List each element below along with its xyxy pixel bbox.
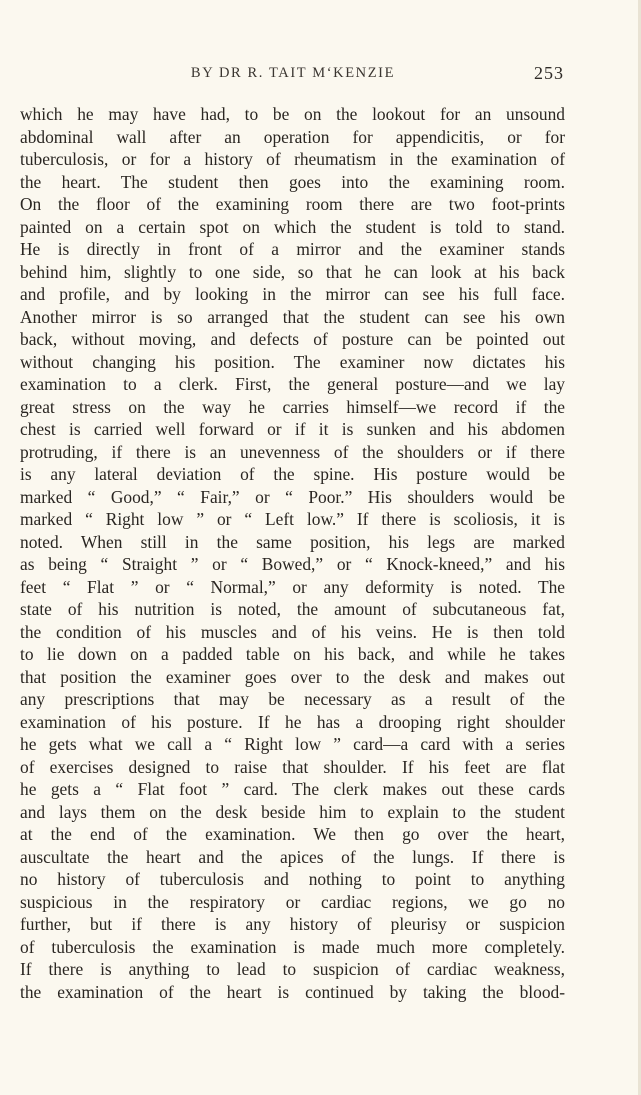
text-line: further, but if there is any history of pleurisy or suspicion — [20, 914, 565, 934]
text-line: state of his nutrition is noted, the amount of subcutaneous fat, — [20, 599, 565, 619]
text-line: and lays them on the desk beside him to explain to the student — [20, 801, 565, 822]
text-line: auscultate the heart and the apices of the lungs. If there is — [20, 846, 565, 867]
text-line: examination of his posture. If he has a drooping right shoulder — [20, 711, 565, 732]
text-line: abdominal wall after an operation for appendicitis, or for — [20, 126, 565, 147]
text-line: protruding, if there is an unevenness of the shoulders or if there — [20, 441, 565, 462]
text-line: noted. When still in the same position, his legs are marked — [20, 531, 565, 552]
text-line: without changing his position. The examiner now dictates his — [20, 351, 565, 372]
text-line: is any lateral deviation of the spine. His posture would be — [20, 464, 565, 484]
text-line: He is directly in front of a mirror and the examiner stands — [20, 239, 565, 259]
text-line: he gets what we call a “ Right low ” card—a card with a series — [20, 734, 565, 754]
text-line: feet “ Flat ” or “ Normal,” or any deformity is noted. The — [20, 576, 565, 597]
text-line: marked “ Right low ” or “ Left low.” If there is scoliosis, it is — [20, 509, 565, 529]
text-line: great stress on the way he carries himself—we record if the — [20, 396, 565, 417]
text-line: he gets a “ Flat foot ” card. The clerk makes out these cards — [20, 779, 565, 799]
text-line: suspicious in the respiratory or cardiac regions, we go no — [20, 891, 565, 912]
text-line: behind him, slightly to one side, so that he can look at his back — [20, 261, 565, 282]
text-line: examination to a clerk. First, the general posture—and we lay — [20, 374, 565, 394]
page-header — [22, 63, 564, 87]
text-line: chest is carried well forward or if it is sunken and his abdomen — [20, 419, 565, 439]
text-line: that position the examiner goes over to the desk and makes out — [20, 666, 565, 687]
text-line: tuberculosis, or for a history of rheumatism in the examination of — [20, 149, 565, 169]
text-line: as being “ Straight ” or “ Bowed,” or “ Knock-kneed,” and his — [20, 554, 565, 574]
running-head: BY DR R. TAIT M‘KENZIE — [190, 65, 396, 81]
text-line: back, without moving, and defects of posture can be pointed out — [20, 329, 565, 349]
page-number: 253 — [534, 63, 564, 83]
text-line: of exercises designed to raise that shoulder. If his feet are flat — [20, 756, 565, 777]
text-line: Another mirror is so arranged that the student can see his own — [20, 306, 565, 327]
text-line: the condition of his muscles and of his veins. He is then told — [20, 621, 565, 642]
text-line: If there is anything to lead to suspicion of cardiac weakness, — [20, 959, 565, 979]
text-line: painted on a certain spot on which the student is told to stand. — [20, 216, 565, 237]
text-line: at the end of the examination. We then go over the heart, — [20, 824, 565, 844]
text-line: no history of tuberculosis and nothing to point to anything — [20, 869, 565, 889]
text-line: to lie down on a padded table on his back, and while he takes — [20, 644, 565, 664]
text-line: On the floor of the examining room there are two foot-prints — [20, 194, 565, 214]
text-line: and profile, and by looking in the mirror can see his full face. — [20, 284, 565, 304]
body-text — [20, 103, 565, 1003]
text-line: which he may have had, to be on the lookout for an unsound — [20, 104, 565, 124]
text-line: marked “ Good,” “ Fair,” or “ Poor.” His shoulders would be — [20, 486, 565, 507]
text-line: of tuberculosis the examination is made much more completely. — [20, 936, 565, 957]
text-line: any prescriptions that may be necessary as a result of the — [20, 689, 565, 709]
text-line: the examination of the heart is continued by taking the blood- — [20, 981, 565, 1002]
text-line: the heart. The student then goes into the examining room. — [20, 171, 565, 192]
